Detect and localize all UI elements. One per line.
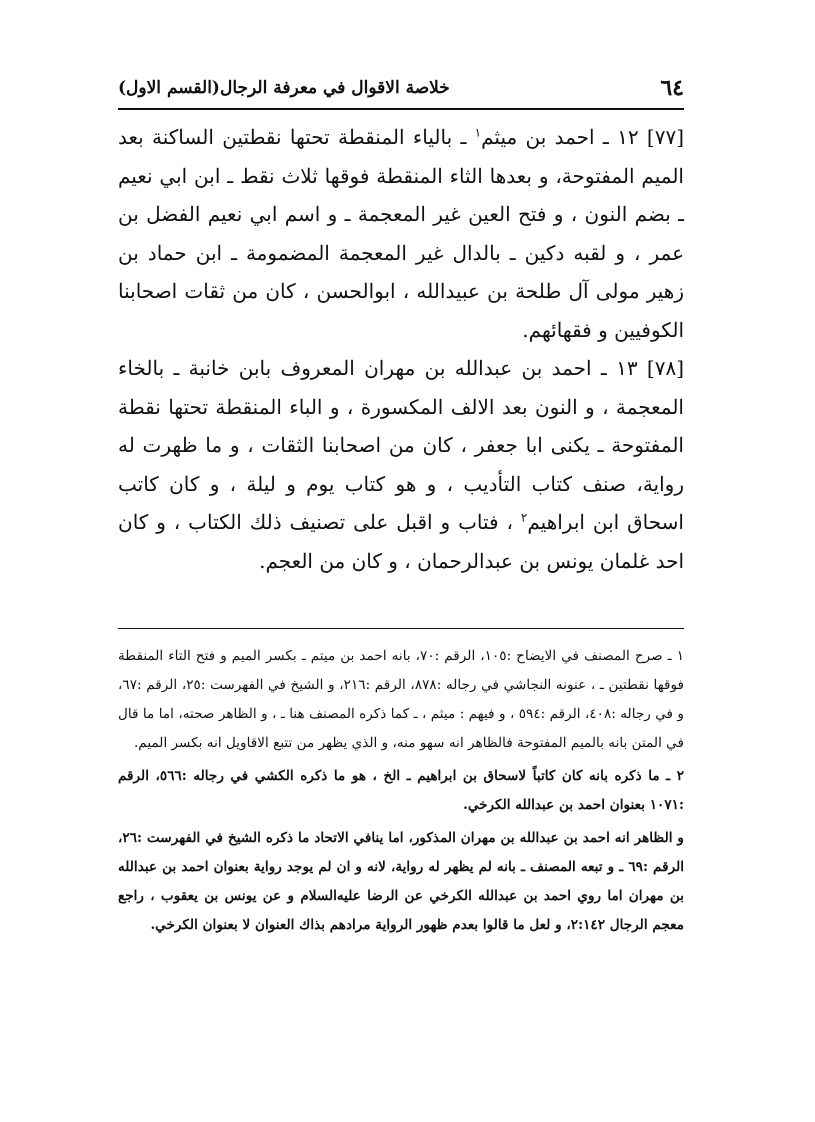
footnote-2: ٢ ـ ما ذكره بانه كان كاتباً لاسحاق بن ابراهيم ـ الخ ، هو ما ذكره الكشي في رجاله :٥٦٦، الرقم :١٠٧١ بعنوان احمد بن عبدالله الكرخي. <box>118 768 684 813</box>
main-text <box>118 118 684 580</box>
entry-text: ، فتاب و اقبل على تصنيف ذلك الكتاب ، و كان احد غلمان يونس بن عبدالرحمان ، و كان من العجم. <box>118 510 684 573</box>
footnotes <box>118 642 684 944</box>
entry-ref: [٧٧] ١٢ <box>617 125 685 149</box>
footnote-marker[interactable]: ٢ <box>520 510 528 525</box>
running-title: خلاصة الاقوال في معرفة الرجال(القسم الاول) <box>118 78 450 98</box>
entry-78 <box>118 349 684 580</box>
entry-text: ـ احمد بن ميثم <box>481 125 609 149</box>
header-divider <box>118 108 684 110</box>
entry-text: ـ بالياء المنقطة تحتها نقطتين الساكنة بعد الميم المفتوحة، و بعدها الثاء المنقطة فوقها ثلاث نقط ـ ابن ابي نعيم ـ بضم النون ، و فتح العين غير المعجمة ـ و اسم ابي نعيم الفضل بن عمر ، و لقبه دكين ـ بالدال غير المعجمة المضمومة ـ ابن حماد بن زهير مولى آل طلحة بن عبيدالله ، ابوالحسن ، كان من ثقات اصحابنا الكوفيين و فقهائهم. <box>118 125 684 342</box>
footnote-divider <box>118 628 684 629</box>
entry-77 <box>118 118 684 349</box>
page-header <box>118 72 684 104</box>
footnote-2-continued: و الظاهر انه احمد بن عبدالله بن مهران المذكور، اما ينافي الاتحاد ما ذكره الشيخ في الفهرست :٢٦، الرقم :٦٩ ـ و تبعه المصنف ـ بانه لم يظهر له رواية، لانه و ان لم يوجد رواية بعنوان احمد بن عبدالله بن مهران اما روي احمد بن عبدالله الكرخي عن الرضا عليه‌السلام و عن يونس بن يعقوب ، راجع معجم الرجال ٢:١٤٢، و لعل ما قالوا بعدم ظهور الرواية مرادهم بذاك العنوان لا بعنوان الكرخي. <box>118 830 684 933</box>
entry-text: ـ احمد بن عبدالله بن مهران المعروف بابن خانبة ـ بالخاء المعجمة ، و النون بعد الالف المكسورة ، و الباء المنقطة تحتها نقطة المفتوحة ـ يكنى ابا جعفر ، كان من اصحابنا الثقات ، و ما ظهرت له رواية، صنف كتاب التأديب ، و هو كتاب يوم و ليلة ، و كان كاتب اسحاق ابن ابراهيم <box>118 356 684 534</box>
footnote-1: ١ ـ صرح المصنف في الايضاح :١٠٥، الرقم :٧٠، بانه احمد بن ميتم ـ بكسر الميم و فتح التاء المنقطة فوقها نقطتين ـ ، عنونه النجاشي في رجاله :٨٧٨، الرقم :٢١٦، و الشيخ في الفهرست :٢٥، الرقم :٦٧، و في رجاله :٤٠٨، الرقم :٥٩٤ ، و فيهم : ميثم ، ـ كما ذكره المصنف هنا ـ ، و الظاهر صحته، اما ما قال في المتن بانه بالميم المفتوحة فالظاهر انه سهو منه، و الذي يظهر من تتبع الاقاويل انه بكسر الميم. <box>118 648 685 751</box>
entry-ref: [٧٨] ١٣ <box>616 356 685 380</box>
page-number: ٦٤ <box>660 75 684 101</box>
footnote-marker[interactable]: ١ <box>474 125 482 140</box>
